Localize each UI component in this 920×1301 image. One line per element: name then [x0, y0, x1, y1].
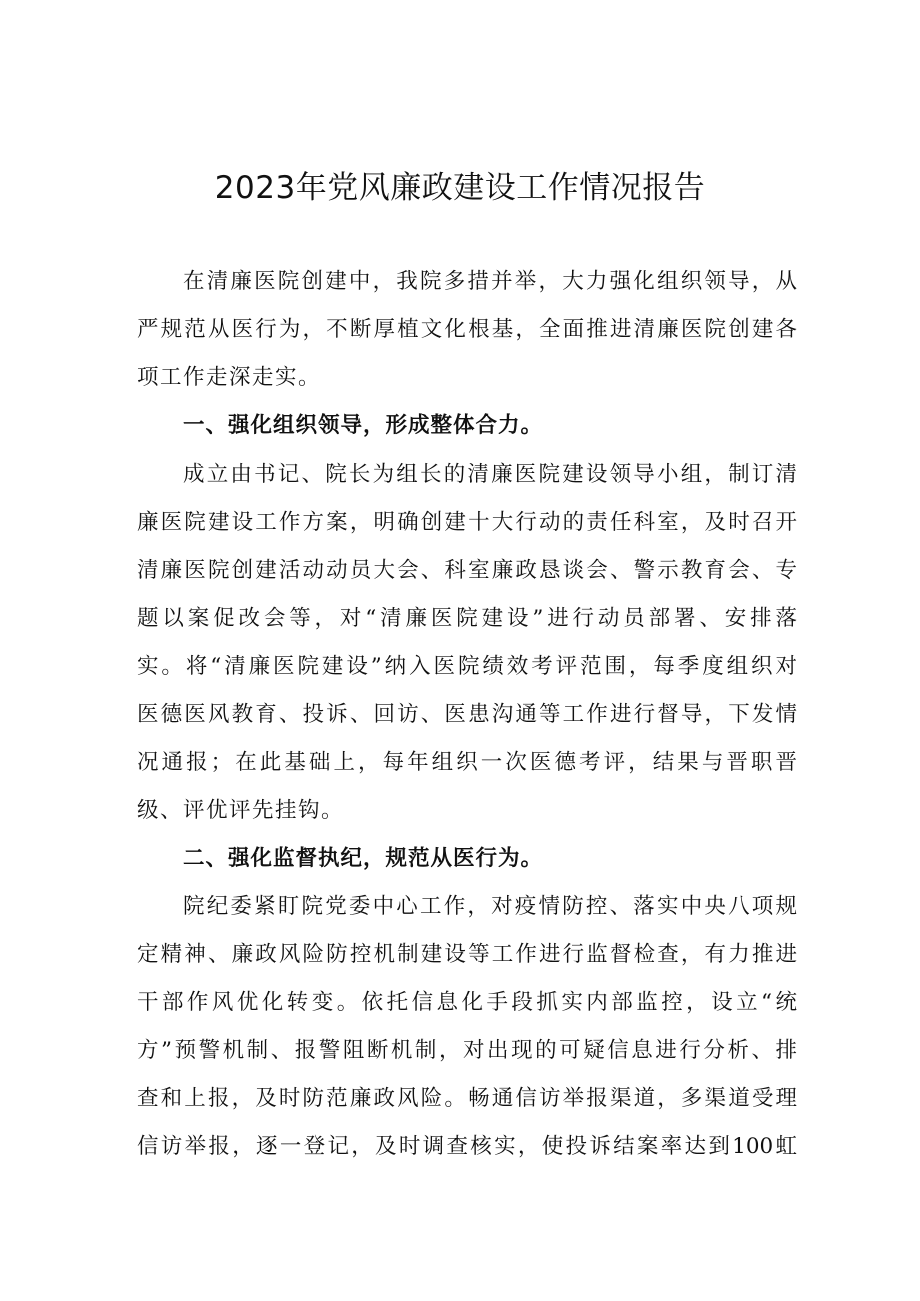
section-2-line-6: 信访举报，逐一登记，及时调查核实，使投诉结案率达到100虹 — [137, 1134, 797, 1159]
section-1-line-7: 况通报；在此基础上，每年组织一次医德考评，结果与晋职晋 — [137, 750, 797, 775]
document-title: 2023年党风廉政建设工作情况报告 — [214, 170, 706, 206]
section-2-line-4: 方”预警机制、报警阻断机制，对出现的可疑信息进行分析、排 — [137, 1038, 797, 1063]
section-2-heading: 二、强化监督执纪，规范从医行为。 — [183, 846, 544, 871]
intro-line-1: 在清廉医院创建中，我院多措并举，大力强化组织领导，从 — [183, 269, 797, 294]
section-1-line-1: 成立由书记、院长为组长的清廉医院建设领导小组，制订清 — [183, 462, 797, 487]
section-2-line-3: 干部作风优化转变。依托信息化手段抓实内部监控，设立“统 — [137, 990, 797, 1015]
section-1-line-8: 级、评优评先挂钩。 — [137, 798, 345, 823]
intro-line-2: 严规范从医行为，不断厚植文化根基，全面推进清廉医院创建各 — [137, 317, 797, 342]
section-2-line-1: 院纪委紧盯院党委中心工作，对疫情防控、落实中央八项规 — [183, 894, 797, 919]
section-2-line-5: 查和上报，及时防范廉政风险。畅通信访举报渠道，多渠道受理 — [137, 1086, 797, 1111]
section-2-line-2: 定精神、廉政风险防控机制建设等工作进行监督检查，有力推进 — [137, 942, 797, 967]
section-1-line-5: 实。将“清廉医院建设”纳入医院绩效考评范围，每季度组织对 — [137, 654, 797, 679]
section-1-line-4: 题以案促改会等，对“清廉医院建设”进行动员部署、安排落 — [137, 606, 797, 631]
section-1-line-6: 医德医风教育、投诉、回访、医患沟通等工作进行督导，下发情 — [137, 702, 797, 727]
section-1-heading: 一、强化组织领导，形成整体合力。 — [183, 413, 544, 438]
section-1-line-2: 廉医院建设工作方案，明确创建十大行动的责任科室，及时召开 — [137, 510, 797, 535]
intro-line-3: 项工作走深走实。 — [137, 365, 322, 390]
section-1-line-3: 清廉医院创建活动动员大会、科室廉政恳谈会、警示教育会、专 — [137, 558, 797, 583]
